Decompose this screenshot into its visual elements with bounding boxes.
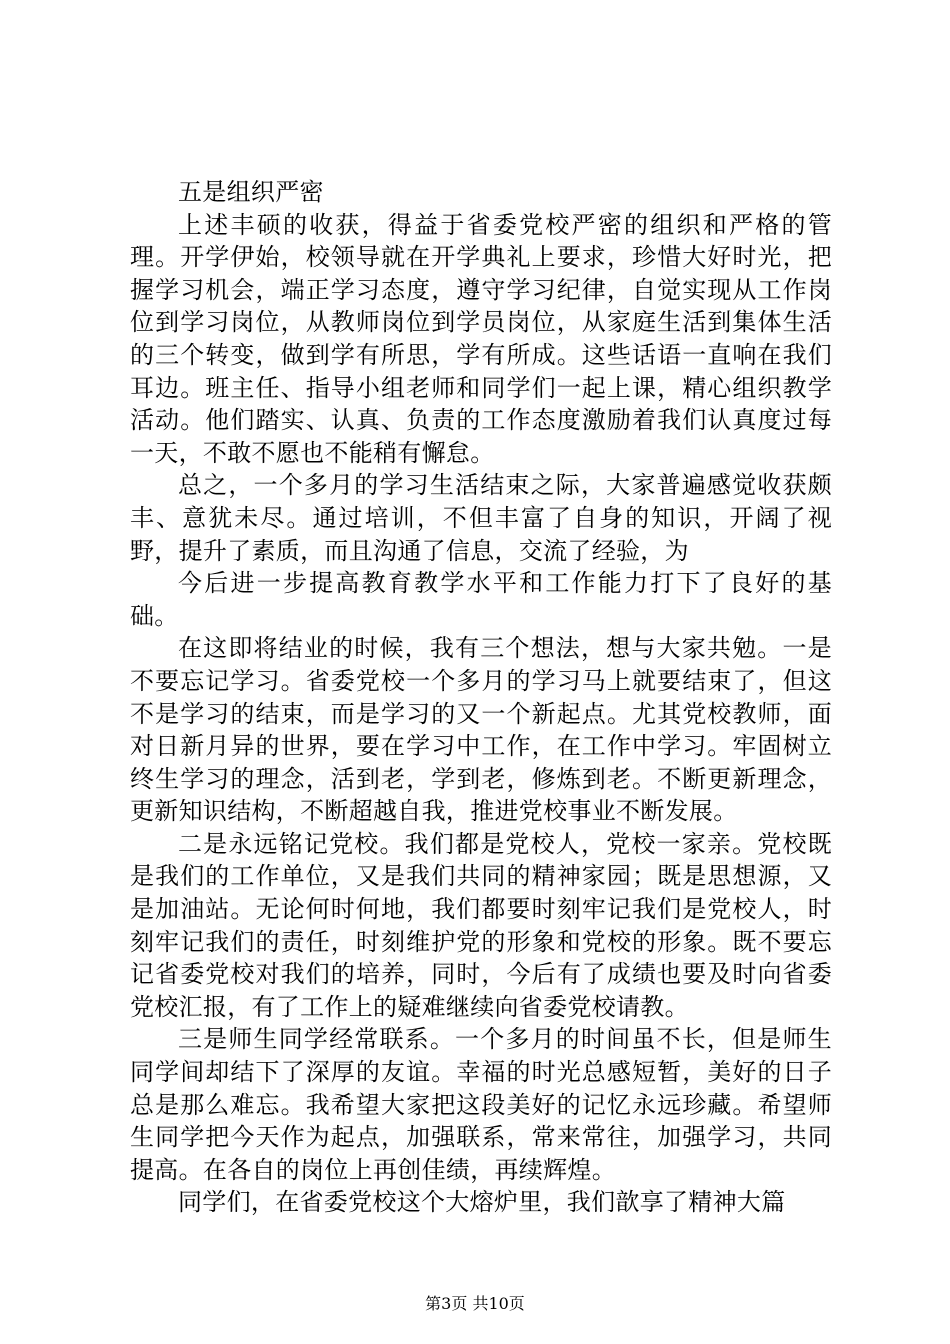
page-footer (0, 1294, 950, 1314)
page-number-label: 第3页 共10页 (425, 1294, 525, 1313)
paragraph: 同学们，在省委党校这个大熔炉里，我们歆享了精神大篇 (178, 1188, 786, 1217)
paragraph: 上述丰硕的收获，得益于省委党校严密的组织和严格的管理。开学伊始，校领导就在开学典礼上要求，珍惜大好时光，把握学习机会，端正学习态度，遵守学习纪律，自觉实现从工作岗位到学习岗位，从教师岗位到学员岗位，从家庭生活到集体生活的三个转变，做到学有所思，学有所成。这些话语一直响在我们耳边。班主任、指导小组老师和同学们一起上课，精心组织教学活动。他们踏实、认真、负责的工作态度激励着我们认真度过每一天，不敢不愿也不能稍有懈怠。 (130, 210, 832, 467)
paragraph-heading: 五是组织严密 (178, 178, 324, 206)
paragraph: 在这即将结业的时候，我有三个想法，想与大家共勉。一是不要忘记学习。省委党校一个多月的学习马上就要结束了，但这不是学习的结束，而是学习的又一个新起点。尤其党校教师，面对日新月异的世界，要在学习中工作，在工作中学习。牢固树立终生学习的理念，活到老，学到老，修炼到老。不断更新理念，更新知识结构，不断超越自我，推进党校事业不断发展。 (130, 634, 832, 826)
paragraph: 今后进一步提高教育教学水平和工作能力打下了良好的基础。 (130, 569, 832, 630)
paragraph: 总之，一个多月的学习生活结束之际，大家普遍感觉收获颇丰、意犹未尽。通过培训，不但丰富了自身的知识，开阔了视野，提升了素质，而且沟通了信息，交流了经验，为 (130, 471, 832, 565)
document-body (130, 176, 832, 1219)
paragraph: 三是师生同学经常联系。一个多月的时间虽不长，但是师生同学间却结下了深厚的友谊。幸福的时光总感短暂，美好的日子总是那么难忘。我希望大家把这段美好的记忆永远珍藏。希望师生同学把今天作为起点，加强联系，常来常往，加强学习，共同提高。在各自的岗位上再创佳绩，再续辉煌。 (130, 1025, 832, 1184)
paragraph: 二是永远铭记党校。我们都是党校人，党校一家亲。党校既是我们的工作单位，又是我们共同的精神家园；既是思想源，又是加油站。无论何时何地，我们都要时刻牢记我们是党校人，时刻牢记我们的责任，时刻维护党的形象和党校的形象。既不要忘记省委党校对我们的培养，同时，今后有了成绩也要及时向省委党校汇报，有了工作上的疑难继续向省委党校请教。 (130, 829, 832, 1021)
